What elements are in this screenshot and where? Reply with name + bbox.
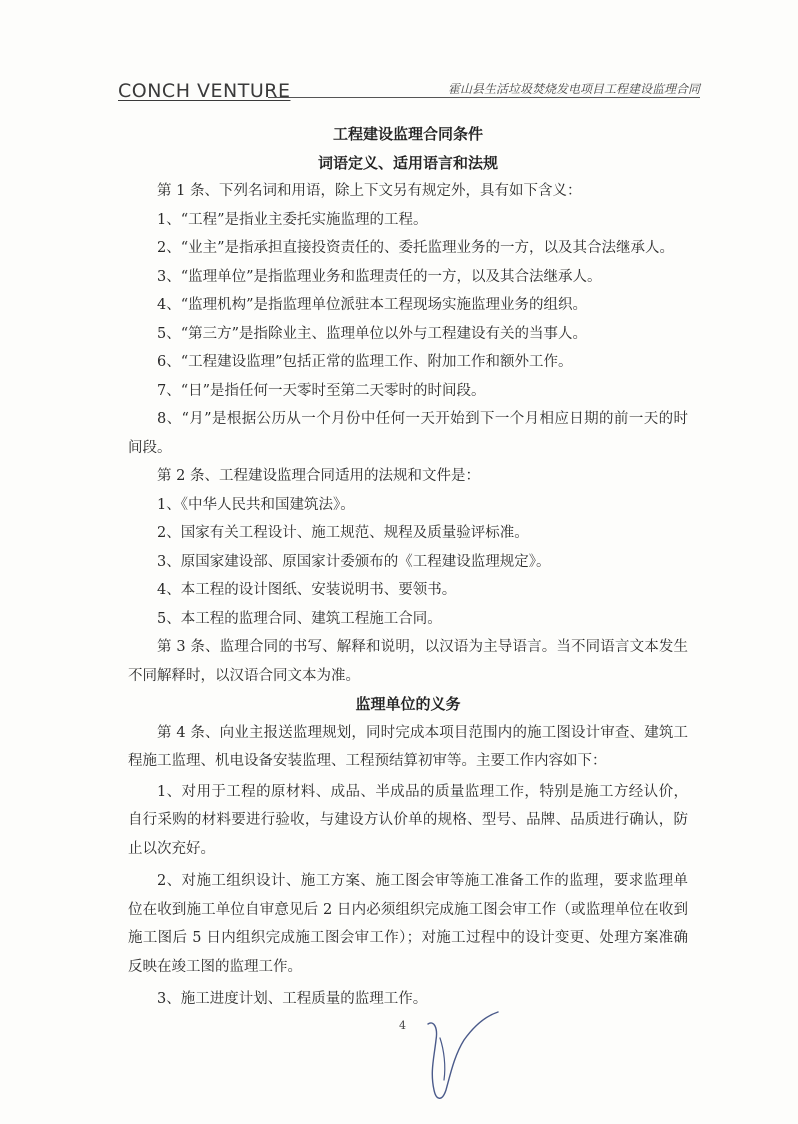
article-4-item-1: 1、对用于工程的原材料、成品、半成品的质量监理工作，特别是施工方经认价，自行采购的材料要进行验收，与建设方认价单的规格、型号、品牌、品质进行确认，防止以次充好。 bbox=[128, 783, 688, 857]
article-1-item-5: 5、“第三方”是指除业主、监理单位以外与工程建设有关的当事人。 bbox=[157, 325, 588, 342]
article-1-intro: 第 1 条、下列名词和用语，除上下文另有规定外，具有如下含义： bbox=[157, 183, 582, 199]
document-body bbox=[128, 120, 688, 1014]
header-title: 霍山县生活垃圾焚烧发电项目工程建设监理合同 bbox=[447, 82, 700, 96]
section-title-definitions: 词语定义、适用语言和法规 bbox=[317, 153, 498, 172]
main-title: 工程建设监理合同条件 bbox=[332, 125, 483, 143]
article-1-item-7: 7、“日”是指任何一天零时至第二天零时的时间段。 bbox=[157, 382, 486, 399]
section-title-obligations: 监理单位的义务 bbox=[355, 695, 461, 713]
article-1-item-8: 8、“月”是根据公历从一个月份中任何一天开始到下一个月相应日期的前一天的时间段。 bbox=[128, 411, 688, 456]
article-4-intro: 第 4 条、向业主报送监理规划，同时完成本项目范围内的施工图设计审查、建筑工程施工监理、机电设备安装监理、工程预结算初审等。主要工作内容如下： bbox=[128, 724, 688, 769]
article-2-item-5: 5、本工程的监理合同、建筑工程施工合同。 bbox=[157, 610, 442, 627]
article-2-item-3: 3、原国家建设部、原国家计委颁布的《工程建设监理规定》。 bbox=[157, 553, 551, 570]
header-rule bbox=[268, 97, 700, 98]
page-header bbox=[118, 76, 700, 102]
article-2-item-2: 2、国家有关工程设计、施工规范、规程及质量验评标准。 bbox=[157, 525, 529, 541]
article-1-item-1: 1、“工程”是指业主委托实施监理的工程。 bbox=[157, 211, 428, 228]
article-1-item-4: 4、“监理机构”是指监理单位派驻本工程现场实施监理业务的组织。 bbox=[157, 297, 588, 313]
article-2-item-1: 1、《中华人民共和国建筑法》。 bbox=[157, 496, 355, 513]
article-3: 第 3 条、监理合同的书写、解释和说明，以汉语为主导语言。当不同语言文本发生不同解释时，以汉语合同文本为准。 bbox=[128, 639, 688, 684]
article-2-intro: 第 2 条、工程建设监理合同适用的法规和文件是： bbox=[157, 468, 480, 484]
company-logo: CONCH VENTURE bbox=[118, 80, 291, 102]
article-2-item-4: 4、本工程的设计图纸、安装说明书、要领书。 bbox=[157, 582, 457, 598]
article-1-item-3: 3、“监理单位”是指监理业务和监理责任的一方，以及其合法继承人。 bbox=[157, 268, 602, 285]
page-number: 4 bbox=[399, 1019, 406, 1032]
article-4-item-2: 2、对施工组织设计、施工方案、施工图会审等施工准备工作的监理，要求监理单位在收到施工单位自审意见后 2 日内必须组织完成施工图会审工作（或监理单位在收到施工图后 5 日内组织完成施工图会审工作）；对施工过程中的设计变更、处理方案准确反映在竣工图的监理工作。 bbox=[128, 873, 688, 975]
article-1-item-2: 2、“业主”是指承担直接投资责任的、委托监理业务的一方，以及其合法继承人。 bbox=[157, 240, 675, 256]
article-1-item-6: 6、“工程建设监理”包括正常的监理工作、附加工作和额外工作。 bbox=[157, 354, 573, 370]
article-4-item-3: 3、施工进度计划、工程质量的监理工作。 bbox=[157, 991, 428, 1007]
handwritten-signature-icon bbox=[420, 1010, 510, 1110]
